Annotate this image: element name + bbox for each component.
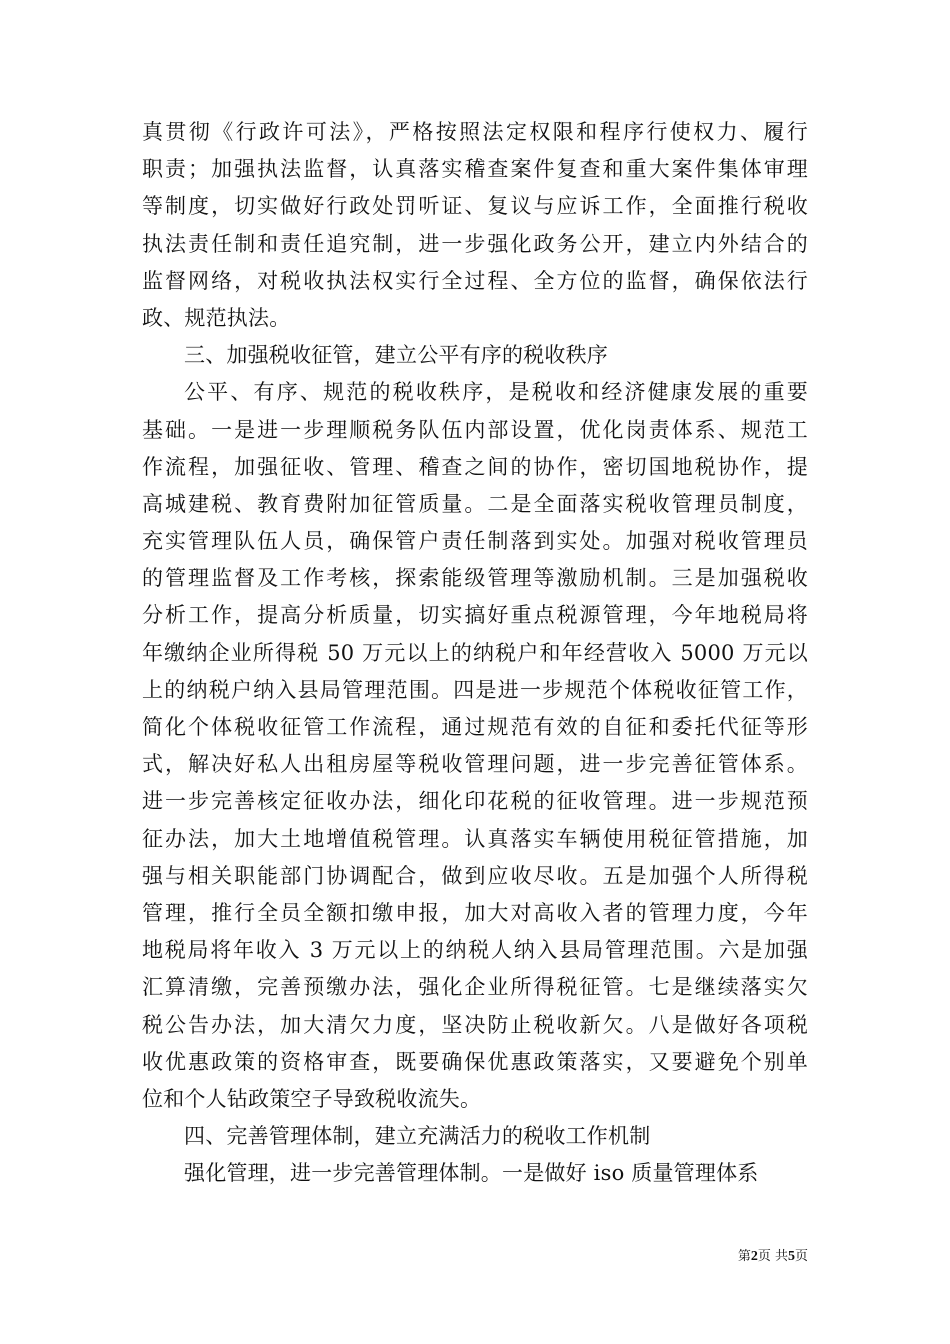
section-heading-4: 四、完善管理体制，建立充满活力的税收工作机制 <box>184 1124 651 1149</box>
text-line: 基础。一是进一步理顺税务队伍内部设置，优化岗责体系、规范工 <box>142 417 808 442</box>
page-number-footer <box>738 1248 808 1266</box>
current-page-number: 2 <box>750 1249 758 1264</box>
footer-prefix: 第 <box>737 1249 751 1264</box>
text-line: 作流程，加强征收、管理、稽查之间的协作，密切国地税协作，提 <box>142 454 808 479</box>
text-line: 等制度，切实做好行政处罚听证、复议与应诉工作，全面推行税收 <box>142 194 808 219</box>
text-line: 位和个人钻政策空子导致税收流失。 <box>142 1086 482 1111</box>
text-line: 式，解决好私人出租房屋等税收管理问题，进一步完善征管体系。 <box>142 752 808 777</box>
text-line: 执法责任制和责任追究制，进一步强化政务公开，建立内外结合的 <box>142 231 808 256</box>
footer-middle: 页 共 <box>757 1249 788 1264</box>
footer-suffix: 页 <box>794 1249 808 1264</box>
text-line: 高城建税、教育费附加征管质量。二是全面落实税收管理员制度， <box>142 491 808 516</box>
text-line: 政、规范执法。 <box>142 305 291 330</box>
text-line: 汇算清缴，完善预缴办法，强化企业所得税征管。七是继续落实欠 <box>142 975 808 1000</box>
text-line: 进一步完善核定征收办法，细化印花税的征收管理。进一步规范预 <box>142 789 808 814</box>
text-line: 征办法，加大土地增值税管理。认真落实车辆使用税征管措施，加 <box>142 826 808 851</box>
section-heading-3: 三、加强税收征管，建立公平有序的税收秩序 <box>184 343 608 368</box>
text-line: 年缴纳企业所得税 50 万元以上的纳税户和年经营收入 5000 万元以 <box>142 640 808 665</box>
text-line: 收优惠政策的资格审查，既要确保优惠政策落实，又要避免个别单 <box>142 1049 808 1074</box>
text-line: 真贯彻《行政许可法》，严格按照法定权限和程序行使权力、履行 <box>142 120 808 144</box>
text-line: 职责；加强执法监督，认真落实稽查案件复查和重大案件集体审理 <box>142 157 808 182</box>
text-line: 上的纳税户纳入县局管理范围。四是进一步规范个体税收征管工作， <box>142 677 808 702</box>
total-page-number: 5 <box>787 1249 795 1264</box>
text-line: 监督网络，对税收执法权实行全过程、全方位的监督，确保依法行 <box>142 268 808 293</box>
text-line: 税公告办法，加大清欠力度，坚决防止税收新欠。八是做好各项税 <box>142 1012 808 1037</box>
text-line: 简化个体税收征管工作流程，通过规范有效的自征和委托代征等形 <box>142 715 808 739</box>
paragraph-first-line: 强化管理，进一步完善管理体制。一是做好 iso 质量管理体系 <box>184 1161 759 1186</box>
text-line: 地税局将年收入 3 万元以上的纳税人纳入县局管理范围。六是加强 <box>142 938 808 963</box>
text-line: 充实管理队伍人员，确保管户责任制落到实处。加强对税收管理员 <box>142 529 808 554</box>
text-line: 强与相关职能部门协调配合，做到应收尽收。五是加强个人所得税 <box>142 863 808 888</box>
text-line: 分析工作，提高分析质量，切实搞好重点税源管理，今年地税局将 <box>142 603 808 628</box>
text-line: 的管理监督及工作考核，探索能级管理等激励机制。三是加强税收 <box>142 566 808 591</box>
paragraph-first-line: 公平、有序、规范的税收秩序，是税收和经济健康发展的重要 <box>184 380 808 405</box>
document-body <box>142 114 808 1192</box>
text-line: 管理，推行全员全额扣缴申报，加大对高收入者的管理力度，今年 <box>142 900 808 925</box>
